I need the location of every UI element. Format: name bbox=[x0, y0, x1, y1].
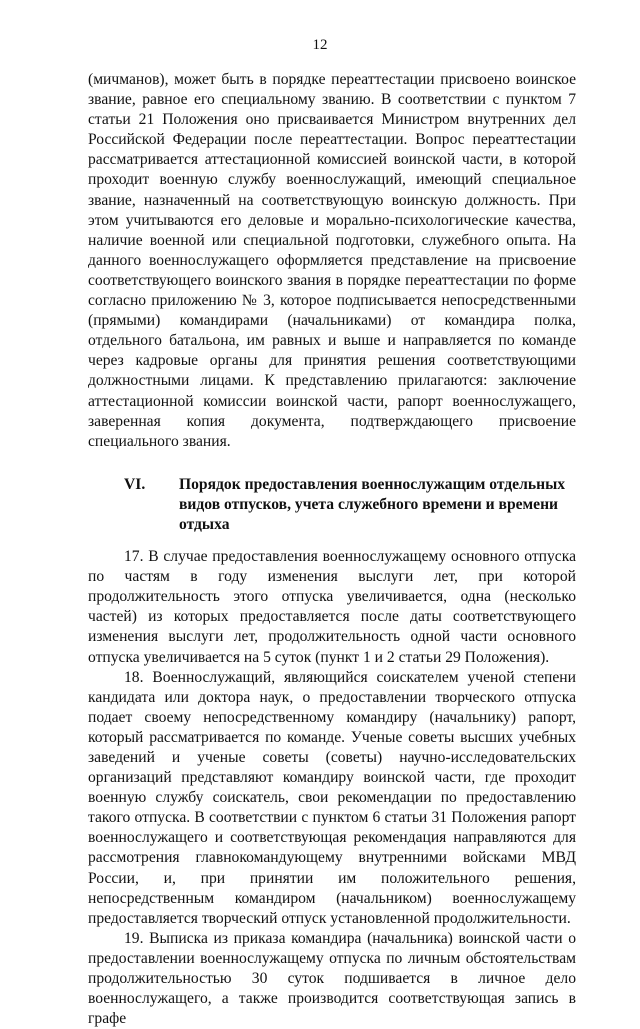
document-body bbox=[88, 70, 576, 1029]
paragraph-19: 19. Выписка из приказа командира (начальника) воинской части о предоставлении военнослужащему отпуска по личным обстоятельствам продолжительностью 30 суток подшивается в личное дело военнослужащего, а также производится соответствующая запись в графе bbox=[88, 929, 576, 1028]
paragraph-continued: (мичманов), может быть в порядке переаттестации присвоено воинское звание, равное его специальному званию. В соответствии с пунктом 7 статьи 21 Положения оно присваивается Министром внутренних дел Российской Федерации после переаттестации. Вопрос переаттестации рассматривается аттестационной комиссией воинской части, в которой проходит военную службу военнослужащий, имеющий специальное звание, назначенный на соответствующую воинскую должность. При этом учитываются его деловые и морально-психологические качества, наличие военной или специальной подготовки, служебного опыта. На данного военнослужащего оформляется представление на присвоение соответствующего воинского звания в порядке переаттестации по форме согласно приложению № 3, которое подписывается непосредственными (прямыми) командирами (начальниками) от командира полка, отдельного батальона, им равных и выше и направляется по команде через кадровые органы для принятия решения соответствующими должностными лицами. К представлению прилагаются: заключение аттестационной комиссии воинской части, рапорт военнослужащего, заверенная копия документа, подтверждающего присвоение специального звания. bbox=[88, 71, 576, 450]
paragraph-17: 17. В случае предоставления военнослужащему основного отпуска по частям в году изменения выслуги лет, при которой продолжительность этого отпуска увеличивается, одна (несколько частей) из которых предоставляется после даты соответствующего изменения выслуги лет, продолжительность одной части основного отпуска увеличивается на 5 суток (пункт 1 и 2 статьи 29 Положения). bbox=[88, 548, 576, 666]
section-number: VI. bbox=[124, 475, 146, 493]
page-number: 12 bbox=[312, 37, 328, 53]
section-title: Порядок предоставления военнослужащим отдельных видов отпусков, учета служебного времени и времени отдыха bbox=[179, 475, 566, 533]
section-heading bbox=[88, 475, 576, 535]
paragraph-18: 18. Военнослужащий, являющийся соискателем ученой степени кандидата или доктора наук, о предоставлении творческого отпуска подает своему непосредственному командиру (начальнику) рапорт, который рассматривается по команде. Ученые советы высших учебных заведений и ученые советы (советы) научно-исследовательских организаций представляют командиру воинской части, где проходит военную службу соискатель, свои рекомендации по предоставлению такого отпуска. В соответствии с пунктом 6 статьи 31 Положения рапорт военнослужащего и соответствующая рекомендация направляются для рассмотрения главнокомандующему внутренними войсками МВД России, и, при принятии им положительного решения, непосредственным командиром (начальником) военнослужащему предоставляется творческий отпуск установленной продолжительности. bbox=[88, 668, 576, 927]
